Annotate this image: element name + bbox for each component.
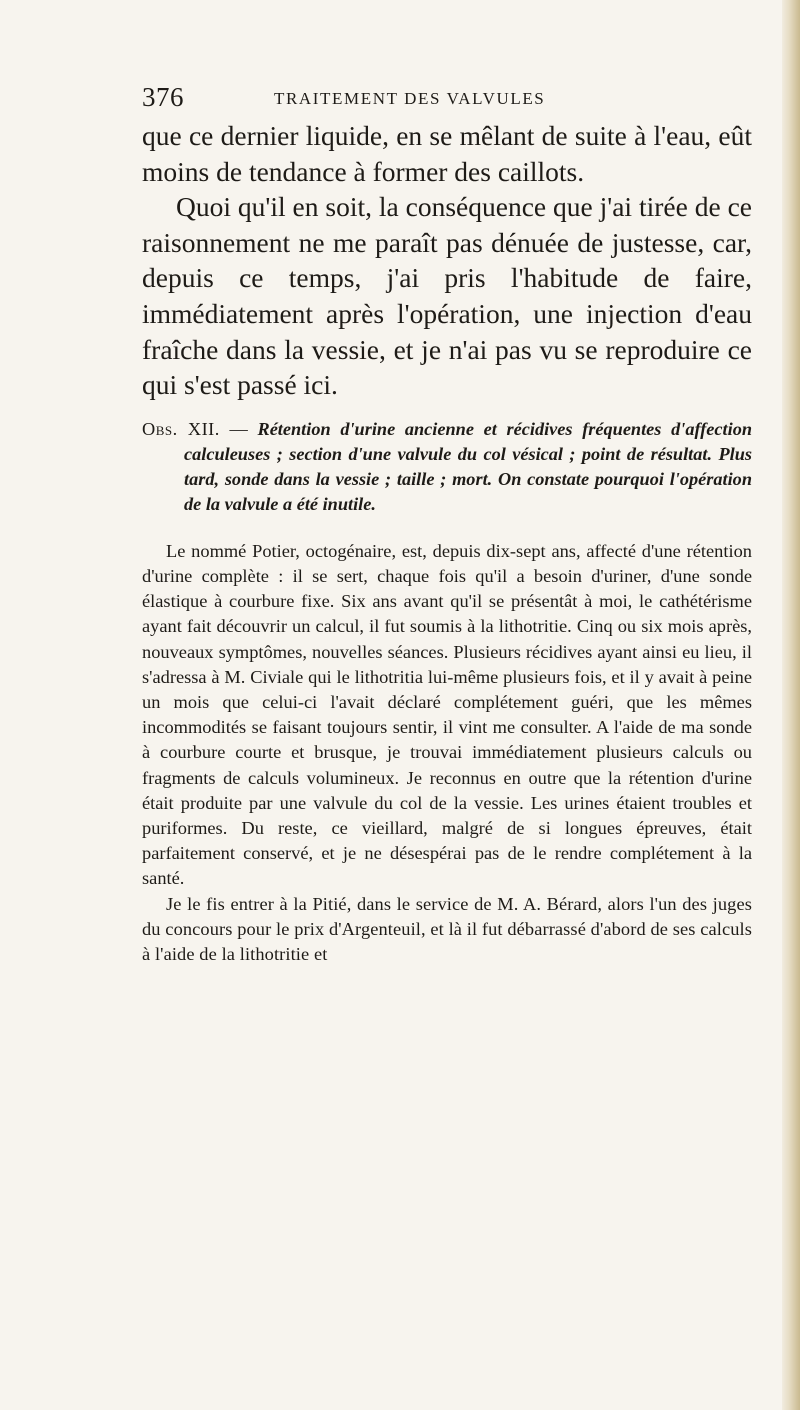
observation-heading bbox=[142, 417, 752, 517]
case-paragraph: Le nommé Potier, octogénaire, est, depuis dix-sept ans, affecté d'une rétention d'urine complète : il se sert, chaque fois qu'il a besoin d'uriner, d'une sonde élastique à courbure fixe. Six ans avant qu'il se présentât à moi, le cathétérisme ayant fait découvrir un calcul, il fut soumis à la lithotritie. Cinq ou six mois après, nouveaux symptômes, nouvelles séances. Plusieurs récidives ayant ainsi eu lieu, il s'adressa à M. Civiale qui le lithotritia lui-même plusieurs fois, et il y avait à peine un mois que celui-ci l'avait déclaré complétement guéri, que les mêmes incommodités se faisant toujours sentir, il vint me consulter. A l'aide de ma sonde à courbure courte et brusque, je trouvai immédiatement plusieurs calculs ou fragments de calculs volumineux. Je reconnus en outre que la rétention d'urine était produite par une valvule du col de la vessie. Les urines étaient troubles et puriformes. Du reste, ce vieillard, malgré de si longues épreuves, était parfaitement conservé, et je ne désespérai pas de le rendre complétement à la santé. bbox=[142, 540, 752, 889]
paragraph-conclusion: Quoi qu'il en soit, la conséquence que j'ai tirée de ce raisonnement ne me paraît pas dénuée de justesse, car, depuis ce temps, j'ai pris l'habitude de faire, immédiatement après l'opération, une injection d'eau fraîche dans la vessie, et je n'ai pas vu se reproduire ce qui s'est passé ici. bbox=[142, 191, 752, 401]
paragraph-continuation: que ce dernier liquide, en se mêlant de suite à l'eau, eût moins de tendance à former des caillots. bbox=[142, 120, 752, 187]
observation-label: Obs. XII. bbox=[142, 418, 220, 439]
observation-title: Rétention d'urine ancienne et récidives fréquentes d'affection calculeuses ; section d'une valvule du col vésical ; point de résultat. Plus tard, sonde dans la vessie ; taille ; mort. On constate pourquoi l'opération de la valvule a été inutile. bbox=[184, 418, 752, 514]
book-page bbox=[142, 82, 752, 967]
page-edge-shadow bbox=[782, 0, 800, 1410]
observation-dash: — bbox=[219, 418, 258, 439]
running-title: TRAITEMENT DES VALVULES bbox=[274, 89, 546, 108]
running-head bbox=[142, 82, 752, 112]
page-number: 376 bbox=[142, 82, 184, 112]
case-paragraph-continued: Je le fis entrer à la Pitié, dans le service de M. A. Bérard, alors l'un des juges du concours pour le prix d'Argenteuil, et là il fut débarrassé d'abord de ses calculs à l'aide de la lithotritie et bbox=[142, 893, 752, 964]
